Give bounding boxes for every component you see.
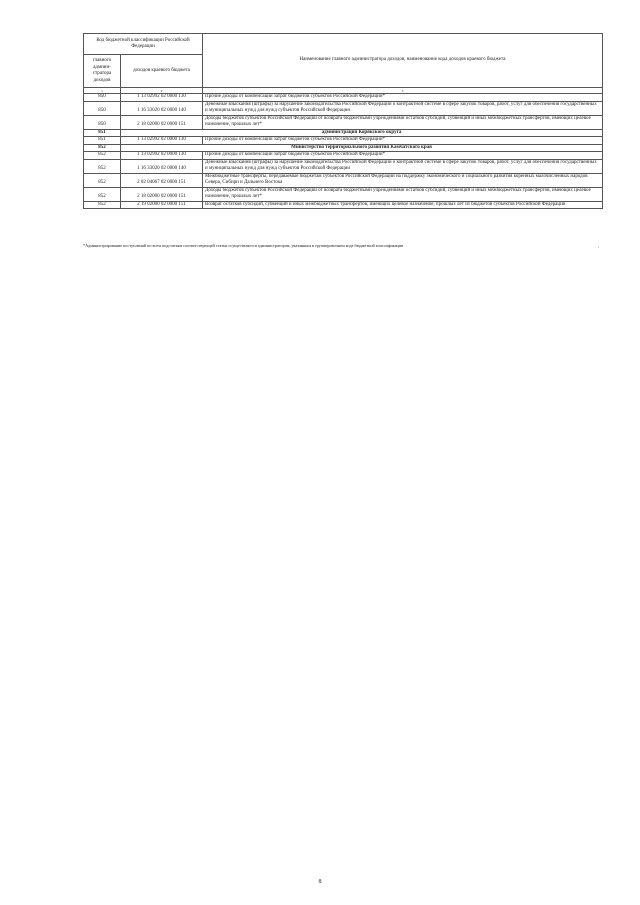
income-name-cell: Прочие доходы от компенсации затрат бюджетов субъектов Российской Федерации* [203, 94, 603, 102]
income-name-cell: Возврат остатков субсидий, субвенций и иных межбюджетных трансфертов, имеющих целевое назначение, прошлых лет из бюджетов субъектов Российской Федерации [203, 201, 603, 209]
admin-code-cell: 852 [84, 152, 121, 160]
administrator-title-cell: администрация Корякского округа [121, 129, 603, 137]
admin-code-cell: 852 [84, 159, 121, 173]
table-body [84, 94, 603, 209]
table-row [84, 115, 603, 129]
income-code-cell: 1 16 33020 02 0000 140 [121, 159, 203, 173]
admin-column-header: главного админи-стратора доходов [84, 55, 121, 88]
section-row [84, 144, 603, 152]
table-row [84, 152, 603, 160]
income-name-cell: Межбюджетные трансферты, передаваемые бюджетам субъектов Российской Федерации на поддержку экономического и социального развития коренных малочисленных народов Севера, Сибири и Дальнего Востока [203, 173, 603, 187]
income-code-cell: 2 19 02000 02 0000 151 [121, 201, 203, 209]
income-code-cell: 2 18 02000 02 0000 151 [121, 187, 203, 201]
admin-code-cell: 851 [84, 129, 121, 137]
admin-code-cell: 850 [84, 94, 121, 102]
table-row [84, 137, 603, 145]
revenue-codes-table [83, 33, 603, 209]
income-code-cell: 1 13 02992 02 0000 130 [121, 94, 203, 102]
admin-code-cell: 851 [84, 137, 121, 145]
table-row [84, 159, 603, 173]
table-row [84, 201, 603, 209]
admin-code-cell: 852 [84, 201, 121, 209]
table-row [84, 94, 603, 102]
page-number: 8 [318, 879, 322, 885]
column-number-1: 1 [84, 88, 121, 94]
footnote: *Администрирование поступлений по всем подстатьям соответствующей статьи осуществляется администратором, указанным в группировочном коде бюджетной классификации [83, 243, 404, 248]
table-row [84, 173, 603, 187]
income-name-cell: Доходы бюджетов субъектов Российской Федерации от возврата бюджетными учреждениями остатков субсидий, субвенций и иных межбюджетных трансфертов, имеющих целевое назначение, прошлых лет* [203, 115, 603, 129]
admin-code-cell: 852 [84, 173, 121, 187]
income-code-cell: 1 13 02992 02 0000 130 [121, 137, 203, 145]
income-name-cell: Денежные взыскания (штрафы) за нарушение законодательства Российской Федерации о контрактной системе в сфере закупок товаров, работ, услуг для обеспечения государственных и муниципальных нужд для нужд субъектов Российской Федерации [203, 159, 603, 173]
income-code-cell: 2 02 04067 02 0000 151 [121, 173, 203, 187]
income-name-cell: Прочие доходы от компенсации затрат бюджетов субъектов Российской Федерации* [203, 152, 603, 160]
table-row [84, 101, 603, 115]
budget-classification-header: Код бюджетной классификации Российской Федерации [84, 34, 203, 55]
admin-code-cell: 850 [84, 115, 121, 129]
income-code-column-header: доходов краевого бюджета [121, 55, 203, 88]
income-name-cell: Прочие доходы от компенсации затрат бюджетов субъектов Российской Федерации* [203, 137, 603, 145]
income-code-cell: 2 18 02000 02 0000 151 [121, 115, 203, 129]
side-mark: . [598, 245, 600, 250]
admin-code-cell: 850 [84, 101, 121, 115]
column-number-3: 3 [203, 88, 603, 94]
name-column-header: Наименование главного администратора доходов, наименование кода доходов краевого бюджета [203, 34, 603, 88]
income-code-cell: 1 13 02992 02 0000 130 [121, 152, 203, 160]
income-name-cell: Денежные взыскания (штрафы) за нарушение законодательства Российской Федерации о контрактной системе в сфере закупок товаров, работ, услуг для обеспечения государственных и муниципальных нужд для нужд субъектов Российской Федерации [203, 101, 603, 115]
income-name-cell: Доходы бюджетов субъектов Российской Федерации от возврата бюджетными учреждениями остатков субсидий, субвенций и иных межбюджетных трансфертов, имеющих целевое назначение, прошлых лет* [203, 187, 603, 201]
income-code-cell: 1 16 33020 02 0000 140 [121, 101, 203, 115]
column-number-2: 2 [121, 88, 203, 94]
section-row [84, 129, 603, 137]
table-row [84, 187, 603, 201]
admin-code-cell: 852 [84, 187, 121, 201]
administrator-title-cell: Министерство территориального развития Камчатского края [121, 144, 603, 152]
admin-code-cell: 852 [84, 144, 121, 152]
